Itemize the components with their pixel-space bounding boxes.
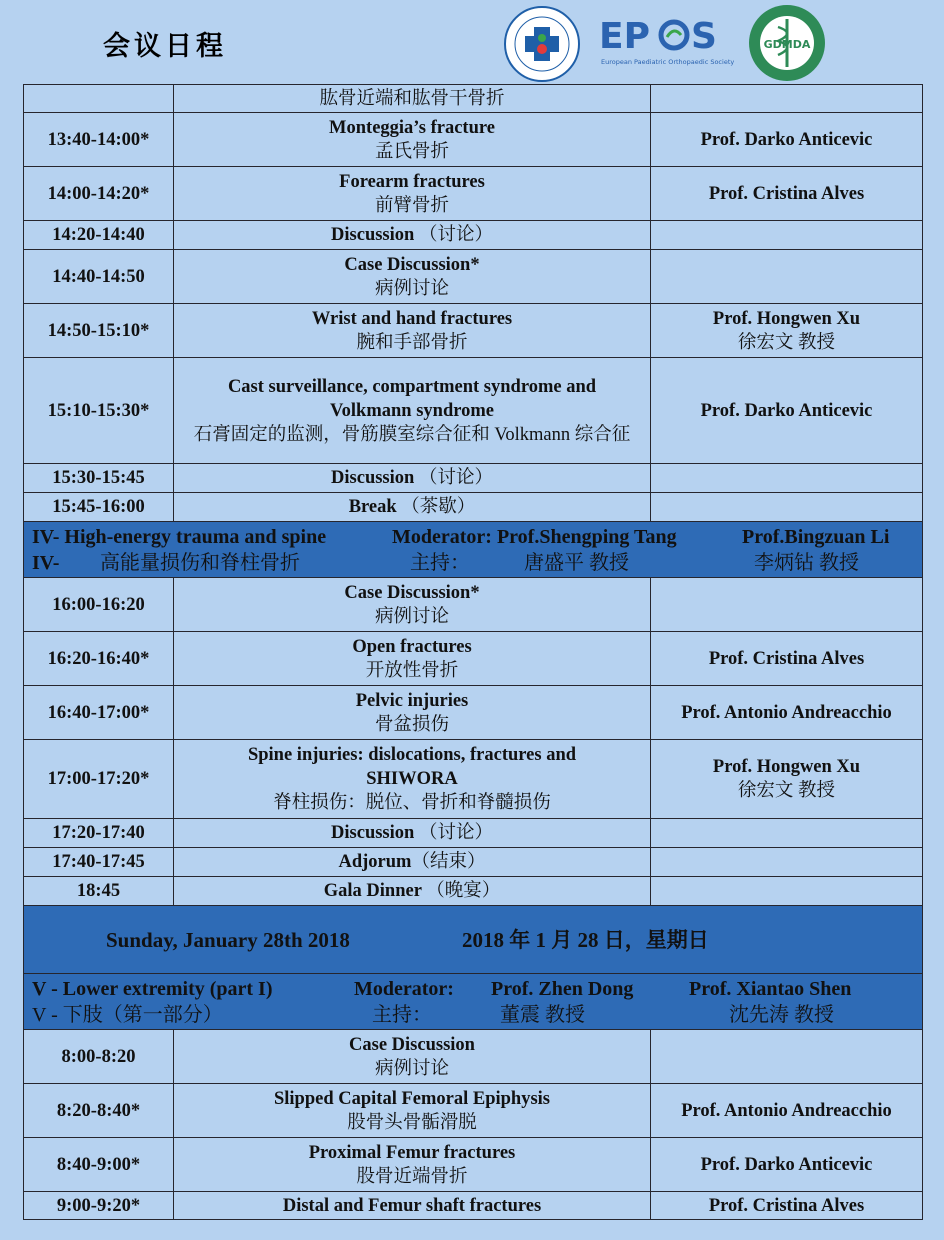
speaker-cell bbox=[651, 819, 923, 848]
table-row bbox=[24, 877, 923, 906]
speaker-cell bbox=[651, 464, 923, 493]
speaker-cell: Prof. Antonio Andreacchio bbox=[651, 1084, 923, 1138]
day-title-en: Sunday, January 28th 2018 bbox=[106, 927, 350, 952]
moderator-label-en: Moderator: bbox=[354, 977, 454, 1000]
table-row bbox=[24, 632, 923, 686]
table-row bbox=[24, 358, 923, 464]
topic-cell: Open fractures 开放性骨折 bbox=[174, 632, 651, 686]
topic-cell: Spine injuries: dislocations, fractures and SHIWORA 脊柱损伤：脱位、骨折和脊髓损伤 bbox=[174, 740, 651, 819]
moderator-cn: 主持： bbox=[410, 551, 470, 574]
epos-logo bbox=[597, 10, 737, 70]
topic-cell: Discussion （讨论） bbox=[174, 819, 651, 848]
schedule-table bbox=[23, 84, 923, 1220]
topic-cell: 肱骨近端和肱骨干骨折 bbox=[174, 85, 651, 113]
table-row bbox=[24, 686, 923, 740]
svg-text:European Paediatric Orthopaedi: European Paediatric Orthopaedic Society bbox=[601, 58, 735, 66]
topic-cell: Break （茶歇） bbox=[174, 493, 651, 522]
time-cell: 14:50-15:10* bbox=[24, 304, 174, 358]
topic-cell: Discussion （讨论） bbox=[174, 221, 651, 250]
topic-cell: Slipped Capital Femoral Epiphysis 股骨头骨骺滑脱 bbox=[174, 1084, 651, 1138]
section-banner-v bbox=[24, 974, 923, 1030]
time-cell: 16:20-16:40* bbox=[24, 632, 174, 686]
topic-cell: Pelvic injuries 骨盆损伤 bbox=[174, 686, 651, 740]
speaker-cell: Prof. Cristina Alves bbox=[651, 1192, 923, 1220]
svg-text:GDMDA: GDMDA bbox=[763, 38, 811, 51]
topic-cell: Monteggia’s fracture 孟氏骨折 bbox=[174, 113, 651, 167]
speaker-cell: Prof. Darko Anticevic bbox=[651, 1138, 923, 1192]
table-row bbox=[24, 113, 923, 167]
table-row bbox=[24, 85, 923, 113]
table-row bbox=[24, 1192, 923, 1220]
time-cell: 13:40-14:00* bbox=[24, 113, 174, 167]
speaker-cell: Prof. Cristina Alves bbox=[651, 632, 923, 686]
time-cell: 18:45 bbox=[24, 877, 174, 906]
time-cell: 8:20-8:40* bbox=[24, 1084, 174, 1138]
speaker-cell: Prof. Darko Anticevic bbox=[651, 358, 923, 464]
time-cell: 14:40-14:50 bbox=[24, 250, 174, 304]
day-title-cn: 2018 年 1 月 28 日，星期日 bbox=[462, 927, 709, 952]
table-row bbox=[24, 221, 923, 250]
moderator-2-cn: 李炳钻 教授 bbox=[754, 551, 859, 574]
table-row bbox=[24, 1138, 923, 1192]
section-title-cn: V - 下肢（第一部分） bbox=[32, 1003, 223, 1026]
section-banner-iv bbox=[24, 522, 923, 578]
speaker-cell: Prof. Hongwen Xu 徐宏文 教授 bbox=[651, 740, 923, 819]
section-title-en: IV- High-energy trauma and spine bbox=[32, 525, 327, 548]
topic-cell: Adjorum（结束） bbox=[174, 848, 651, 877]
speaker-cell bbox=[651, 1030, 923, 1084]
section-num-cn: IV- bbox=[32, 551, 60, 574]
topic-cell: Discussion （讨论） bbox=[174, 464, 651, 493]
time-cell: 8:40-9:00* bbox=[24, 1138, 174, 1192]
speaker-cell bbox=[651, 877, 923, 906]
table-row bbox=[24, 1084, 923, 1138]
section-banner-cell bbox=[24, 522, 923, 578]
moderator-2-cn: 沈先涛 教授 bbox=[729, 1003, 834, 1026]
table-row bbox=[24, 578, 923, 632]
speaker-cell: Prof. Cristina Alves bbox=[651, 167, 923, 221]
time-cell: 15:45-16:00 bbox=[24, 493, 174, 522]
moderator-label-cn: 主持： bbox=[372, 1003, 432, 1026]
moderator-1-en: Prof. Zhen Dong bbox=[491, 977, 634, 1000]
page-header bbox=[0, 0, 944, 84]
time-cell: 15:10-15:30* bbox=[24, 358, 174, 464]
topic-cell: Distal and Femur shaft fractures bbox=[174, 1192, 651, 1220]
moderator-2-en: Prof. Xiantao Shen bbox=[689, 977, 852, 1000]
section-title-cn: 高能量损伤和脊柱骨折 bbox=[100, 551, 300, 574]
page-title: 会议日程 bbox=[103, 31, 227, 62]
time-cell bbox=[24, 85, 174, 113]
speaker-cell bbox=[651, 85, 923, 113]
table-row bbox=[24, 1030, 923, 1084]
topic-cell: Gala Dinner （晚宴） bbox=[174, 877, 651, 906]
time-cell: 15:30-15:45 bbox=[24, 464, 174, 493]
time-cell: 17:40-17:45 bbox=[24, 848, 174, 877]
svg-text:S: S bbox=[691, 16, 717, 57]
section-banner-cell bbox=[24, 974, 923, 1030]
speaker-cell bbox=[651, 578, 923, 632]
table-row bbox=[24, 167, 923, 221]
moderator-en: Moderator: Prof.Shengping Tang bbox=[392, 525, 677, 548]
speaker-cell bbox=[651, 221, 923, 250]
speaker-cell bbox=[651, 493, 923, 522]
speaker-cell: Prof. Antonio Andreacchio bbox=[651, 686, 923, 740]
topic-cell: Case Discussion 病例讨论 bbox=[174, 1030, 651, 1084]
speaker-cell bbox=[651, 250, 923, 304]
speaker-cell: Prof. Darko Anticevic bbox=[651, 113, 923, 167]
table-row bbox=[24, 250, 923, 304]
moderator-1-cn: 董震 教授 bbox=[500, 1003, 585, 1026]
speaker-cell: Prof. Hongwen Xu 徐宏文 教授 bbox=[651, 304, 923, 358]
section-title-en: V - Lower extremity (part I) bbox=[32, 977, 273, 1000]
time-cell: 14:00-14:20* bbox=[24, 167, 174, 221]
speaker-cell bbox=[651, 848, 923, 877]
gdmda-logo bbox=[747, 3, 827, 83]
time-cell: 17:00-17:20* bbox=[24, 740, 174, 819]
time-cell: 14:20-14:40 bbox=[24, 221, 174, 250]
day-header-row bbox=[24, 906, 923, 974]
table-row bbox=[24, 493, 923, 522]
svg-text:EP: EP bbox=[599, 16, 650, 57]
day-header-cell bbox=[24, 906, 923, 974]
time-cell: 17:20-17:40 bbox=[24, 819, 174, 848]
topic-cell: Case Discussion* 病例讨论 bbox=[174, 578, 651, 632]
topic-cell: Wrist and hand fractures 腕和手部骨折 bbox=[174, 304, 651, 358]
moderator-2-en: Prof.Bingzuan Li bbox=[742, 525, 890, 548]
table-row bbox=[24, 740, 923, 819]
topic-cell: Forearm fractures 前臂骨折 bbox=[174, 167, 651, 221]
topic-cell: Proximal Femur fractures 股骨近端骨折 bbox=[174, 1138, 651, 1192]
time-cell: 16:40-17:00* bbox=[24, 686, 174, 740]
time-cell: 8:00-8:20 bbox=[24, 1030, 174, 1084]
topic-cell: Case Discussion* 病例讨论 bbox=[174, 250, 651, 304]
moderator-1-cn: 唐盛平 教授 bbox=[524, 551, 629, 574]
table-row bbox=[24, 819, 923, 848]
time-cell: 16:00-16:20 bbox=[24, 578, 174, 632]
table-row bbox=[24, 304, 923, 358]
guangzhou-medical-center-logo bbox=[503, 5, 581, 83]
time-cell: 9:00-9:20* bbox=[24, 1192, 174, 1220]
table-row bbox=[24, 848, 923, 877]
topic-cell: Cast surveillance, compartment syndrome and Volkmann syndrome 石膏固定的监测，骨筋膜室综合征和 Volkmann 综合征 bbox=[174, 358, 651, 464]
table-row bbox=[24, 464, 923, 493]
